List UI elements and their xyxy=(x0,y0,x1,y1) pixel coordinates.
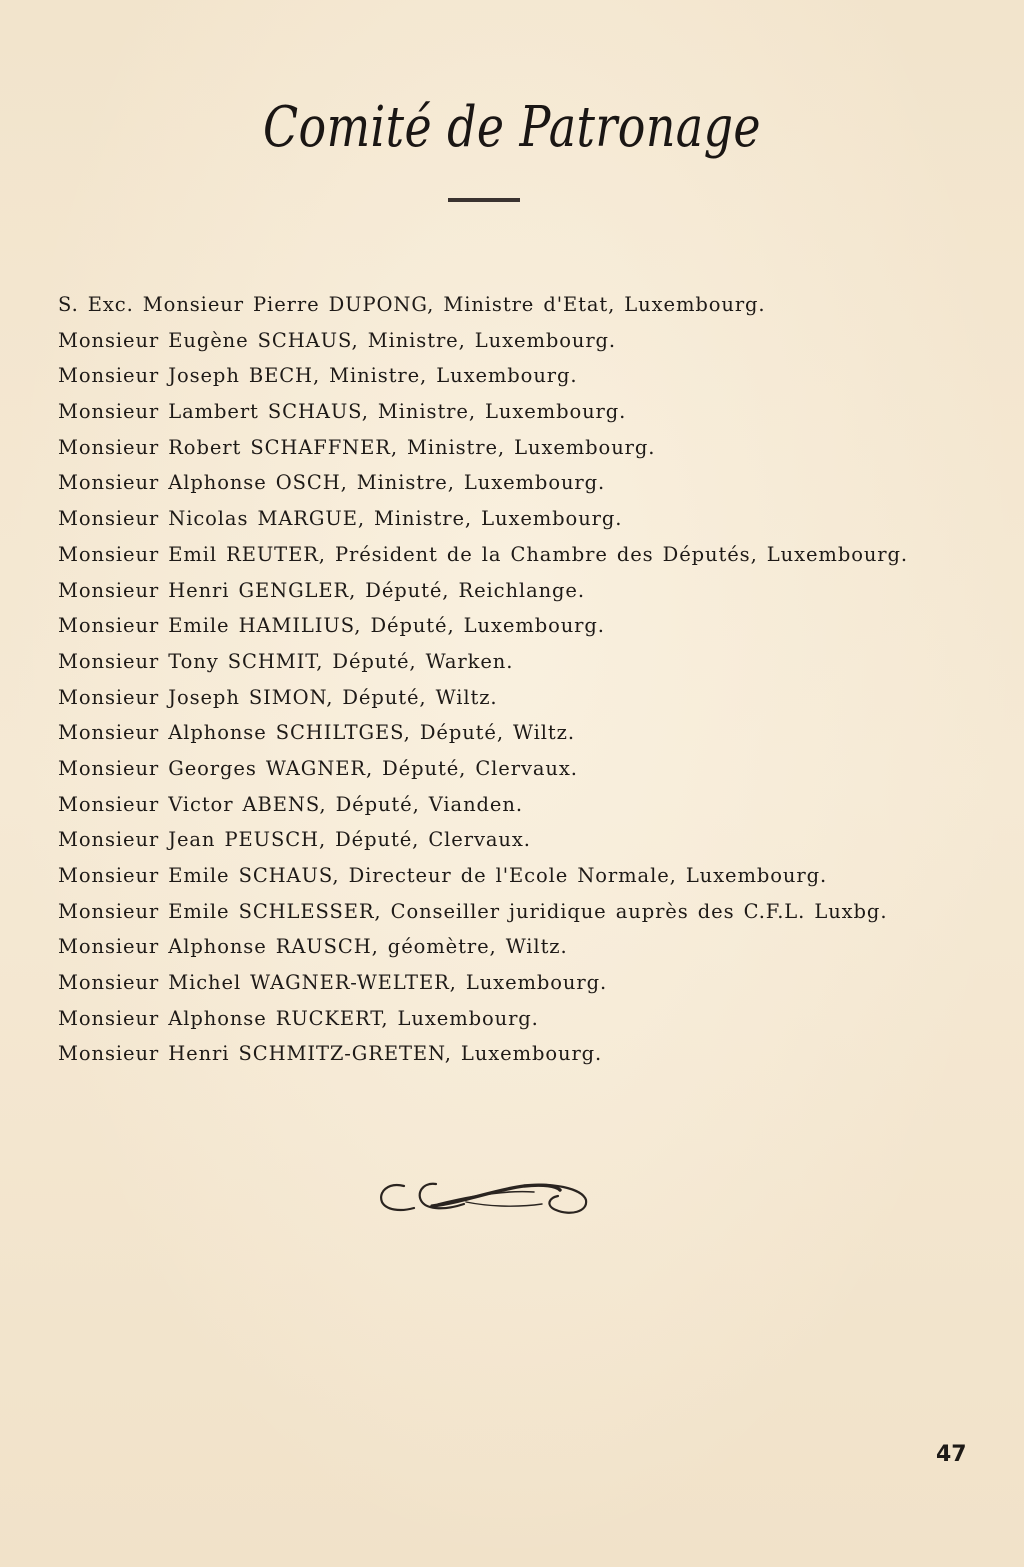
list-item: Monsieur Emile SCHLESSER, Conseiller juridique auprès des C.F.L. Luxbg. xyxy=(58,899,888,923)
list-item: Monsieur Emile SCHAUS, Directeur de l'Ecole Normale, Luxembourg. xyxy=(58,864,828,887)
list-item: Monsieur Robert SCHAFFNER, Ministre, Luxembourg. xyxy=(58,435,656,459)
list-item: Monsieur Alphonse SCHILTGES, Député, Wiltz. xyxy=(58,721,575,745)
list-item: Monsieur Emil REUTER, Président de la Chambre des Députés, Luxembourg. xyxy=(58,542,909,566)
list-item: Monsieur Jean PEUSCH, Député, Clervaux. xyxy=(58,828,531,852)
list-item: Monsieur Alphonse OSCH, Ministre, Luxembourg. xyxy=(58,471,606,495)
committee-member-list xyxy=(58,287,958,1072)
scroll-flourish-icon xyxy=(374,1172,594,1220)
title-underline xyxy=(448,198,520,202)
page-number: 47 xyxy=(936,1442,967,1467)
list-item: Monsieur Victor ABENS, Député, Vianden. xyxy=(58,792,523,816)
list-item: Monsieur Tony SCHMIT, Député, Warken. xyxy=(58,649,514,673)
list-item: Monsieur Henri GENGLER, Député, Reichlange. xyxy=(58,578,585,602)
list-item: Monsieur Eugène SCHAUS, Ministre, Luxembourg. xyxy=(58,328,617,352)
list-item: Monsieur Henri SCHMITZ-GRETEN, Luxembourg. xyxy=(58,1042,603,1066)
list-item: Monsieur Michel WAGNER-WELTER, Luxembourg. xyxy=(58,971,608,995)
list-item: S. Exc. Monsieur Pierre DUPONG, Ministre d'Etat, Luxembourg. xyxy=(58,293,766,316)
list-item: Monsieur Lambert SCHAUS, Ministre, Luxembourg. xyxy=(58,400,627,424)
page-title: Comité de Patronage xyxy=(263,95,761,160)
list-item: Monsieur Emile HAMILIUS, Député, Luxembourg. xyxy=(58,614,605,638)
list-item: Monsieur Alphonse RAUSCH, géomètre, Wiltz. xyxy=(58,935,568,959)
list-item: Monsieur Nicolas MARGUE, Ministre, Luxembourg. xyxy=(58,507,623,531)
list-item: Monsieur Joseph BECH, Ministre, Luxembourg. xyxy=(58,364,578,388)
list-item: Monsieur Georges WAGNER, Député, Clervaux. xyxy=(58,756,578,780)
list-item: Monsieur Alphonse RUCKERT, Luxembourg. xyxy=(58,1006,539,1030)
list-item: Monsieur Joseph SIMON, Député, Wiltz. xyxy=(58,685,498,709)
